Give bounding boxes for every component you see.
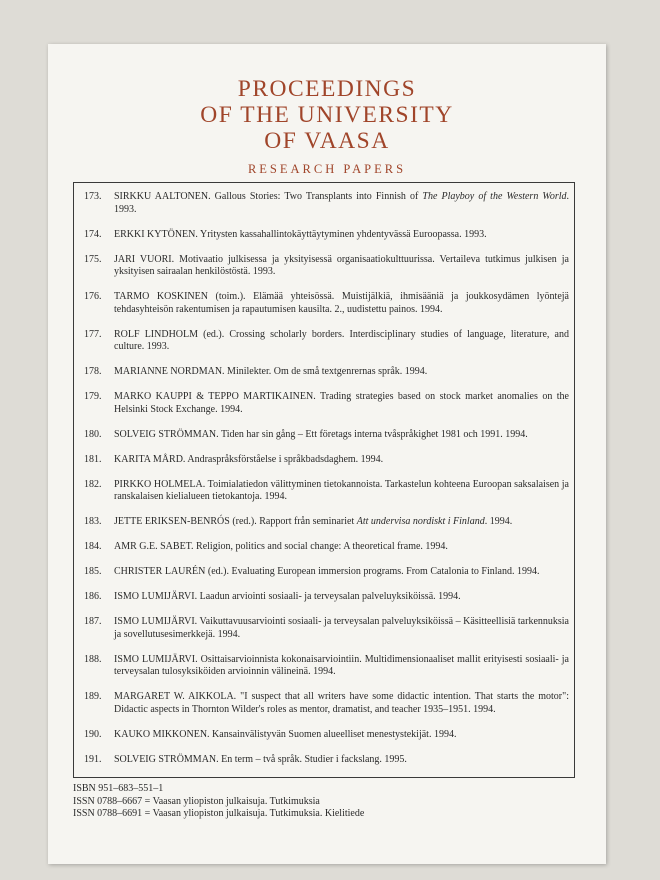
entry-number: 181.	[84, 453, 102, 465]
publication-list	[84, 191, 569, 779]
entry-number: 185.	[84, 566, 102, 577]
entry-text	[114, 691, 569, 716]
entry-text	[114, 541, 569, 554]
entry-number: 186.	[84, 591, 102, 602]
entry-text-main: TARMO KOSKINEN (toim.). Elämää yhteisössä. Muistijälkiä, ihmisääniä ja joukkosydämen lyöntejä tehdasyhteisön rakentumisen ja rapautumisen kausilta. 2., uudistettu painos. 1994.	[114, 291, 569, 315]
entry-text-main: MARKO KAUPPI & TEPPO MARTIKAINEN. Trading strategies based on stock market anomalies on the Helsinki Stock Exchange. 1994.	[114, 391, 569, 415]
entry-number: 175.	[84, 253, 102, 265]
issn-line-1: ISSN 0788–6667 = Vaasan yliopiston julkaisuja. Tutkimuksia	[73, 795, 320, 807]
list-item	[84, 254, 569, 279]
list-item	[84, 191, 569, 216]
entry-number: 177.	[84, 328, 102, 340]
series-subtitle: RESEARCH PAPERS	[247, 162, 407, 176]
entry-number: 180.	[84, 428, 102, 440]
title-line-2: OF THE UNIVERSITY	[200, 102, 454, 128]
entry-text	[114, 329, 569, 354]
list-item	[84, 541, 569, 554]
entry-text-main: JARI VUORI. Motivaatio julkisessa ja yksityisessä organisaatiokulttuurissa. Vertaileva tutkimus julkisen ja yksityisen sairaalan henkilöstöstä. 1993.	[114, 253, 569, 277]
entry-text-main: ISMO LUMIJÄRVI. Laadun arviointi sosiaali- ja terveysalan palveluyksiköissä. 1994.	[114, 591, 461, 602]
entry-text-main: AMR G.E. SABET. Religion, politics and social change: A theoretical frame. 1994.	[114, 541, 448, 552]
list-item	[84, 616, 569, 641]
entry-text-main: MARGARET W. AIKKOLA. "I suspect that all writers have some didactic intention. That starts the motor": Didactic aspects in Thornton Wilder's roles as mentor, dramatist, and teacher 1935–1951. 1994.	[114, 691, 569, 715]
list-item	[84, 516, 569, 529]
entry-number: 176.	[84, 291, 102, 302]
entry-title-italic: Att undervisa nordiskt i Finland	[356, 516, 485, 527]
entry-number: 182.	[84, 478, 102, 490]
entry-text	[114, 566, 569, 579]
entry-number: 179.	[84, 391, 102, 402]
entry-number: 184.	[84, 541, 102, 552]
entry-text	[114, 229, 569, 242]
entry-text-main: KAUKO MIKKONEN. Kansainvälistyvän Suomen alueelliset menestystekijät. 1994.	[114, 728, 457, 740]
entry-text-tail: . 1994.	[484, 516, 513, 527]
list-item	[84, 291, 569, 316]
entry-text-main: SOLVEIG STRÖMMAN. En term – två språk. Studier i fackslang. 1995.	[114, 753, 407, 765]
entry-text	[114, 479, 569, 504]
entry-text	[114, 191, 569, 216]
isbn-line: ISBN 951–683–551–1	[73, 783, 164, 794]
entry-number: 191.	[84, 753, 102, 765]
entry-text	[114, 616, 569, 641]
list-item	[84, 391, 569, 416]
entry-text-main: PIRKKO HOLMELA. Toimialatiedon välittyminen tietokannoista. Tarkastelun kohteena Euroopan saksalaisen ja ranskalaisen kielialueen tietokantoja. 1994.	[114, 478, 569, 502]
entry-text	[114, 754, 569, 767]
list-item	[84, 366, 569, 379]
book-cover	[48, 44, 606, 864]
entry-text-main: MARIANNE NORDMAN. Minilekter. Om de små textgenrernas språk. 1994.	[114, 366, 428, 377]
entry-text	[114, 291, 569, 316]
entry-text	[114, 366, 569, 379]
title-line-3: OF VAASA	[264, 128, 390, 154]
entry-text-tail: . 1993.	[114, 191, 569, 215]
entry-number: 188.	[84, 653, 102, 665]
entry-text	[114, 254, 569, 279]
list-item	[84, 454, 569, 467]
issn-line-2: ISSN 0788–6691 = Vaasan yliopiston julkaisuja. Tutkimuksia. Kielitiede	[73, 808, 365, 819]
entry-text-main: ERKKI KYTÖNEN. Yritysten kassahallintokäyttäytyminen yhdentyvässä Euroopassa. 1993.	[114, 228, 487, 240]
entry-text-main: ISMO LUMIJÄRVI. Osittaisarvioinnista kokonaisarviointiin. Multidimensionaaliset mallit erityisesti sosiaali- ja terveysalan tulosyksiköiden arvioinnin välineinä. 1994.	[114, 653, 569, 677]
list-item	[84, 691, 569, 716]
entry-number: 174.	[84, 228, 102, 240]
list-item	[84, 654, 569, 679]
publication-title	[48, 76, 606, 154]
list-item	[84, 591, 569, 604]
isbn-block	[73, 783, 473, 821]
entry-number: 173.	[84, 191, 102, 202]
entry-text	[114, 516, 569, 529]
entry-number: 178.	[84, 366, 102, 377]
entry-text-main: KARITA MÅRD. Andraspråksförståelse i språkbadsdaghem. 1994.	[114, 453, 384, 465]
entry-number: 187.	[84, 616, 102, 627]
entry-text	[114, 454, 569, 467]
entry-text	[114, 729, 569, 742]
entry-text	[114, 391, 569, 416]
title-line-1: PROCEEDINGS	[237, 76, 417, 102]
entry-text-main: ROLF LINDHOLM (ed.). Crossing scholarly borders. Interdisciplinary studies of language, literature, and culture. 1993.	[114, 328, 569, 352]
list-item	[84, 229, 569, 242]
entry-text-main: SIRKKU AALTONEN. Gallous Stories: Two Transplants into Finnish of	[114, 191, 423, 202]
entry-number: 183.	[84, 516, 102, 527]
publication-list-box	[73, 182, 575, 778]
entry-text-main: SOLVEIG STRÖMMAN. Tiden har sin gång – Ett företags interna tvåspråkighet 1981 och 1991. 1994.	[114, 428, 528, 440]
entry-text	[114, 429, 569, 442]
list-item	[84, 729, 569, 742]
list-item	[84, 754, 569, 767]
list-item	[84, 429, 569, 442]
entry-number: 189.	[84, 691, 102, 702]
list-item	[84, 479, 569, 504]
entry-text-main: ISMO LUMIJÄRVI. Vaikuttavuusarviointi sosiaali- ja terveysalan palveluyksiköissä – Käsitteellisiä tarkennuksia ja sovellutusesimerkkejä. 1994.	[114, 616, 569, 640]
entry-title-italic: The Playboy of the Western World	[422, 191, 567, 202]
entry-text-main: JETTE ERIKSEN-BENRÓS (red.). Rapport från seminariet	[114, 516, 357, 527]
entry-text	[114, 654, 569, 679]
entry-number: 190.	[84, 728, 102, 740]
entry-text-main: CHRISTER LAURÉN (ed.). Evaluating European immersion programs. From Catalonia to Finland. 1994.	[114, 566, 540, 577]
list-item	[84, 566, 569, 579]
list-item	[84, 329, 569, 354]
entry-text	[114, 591, 569, 604]
